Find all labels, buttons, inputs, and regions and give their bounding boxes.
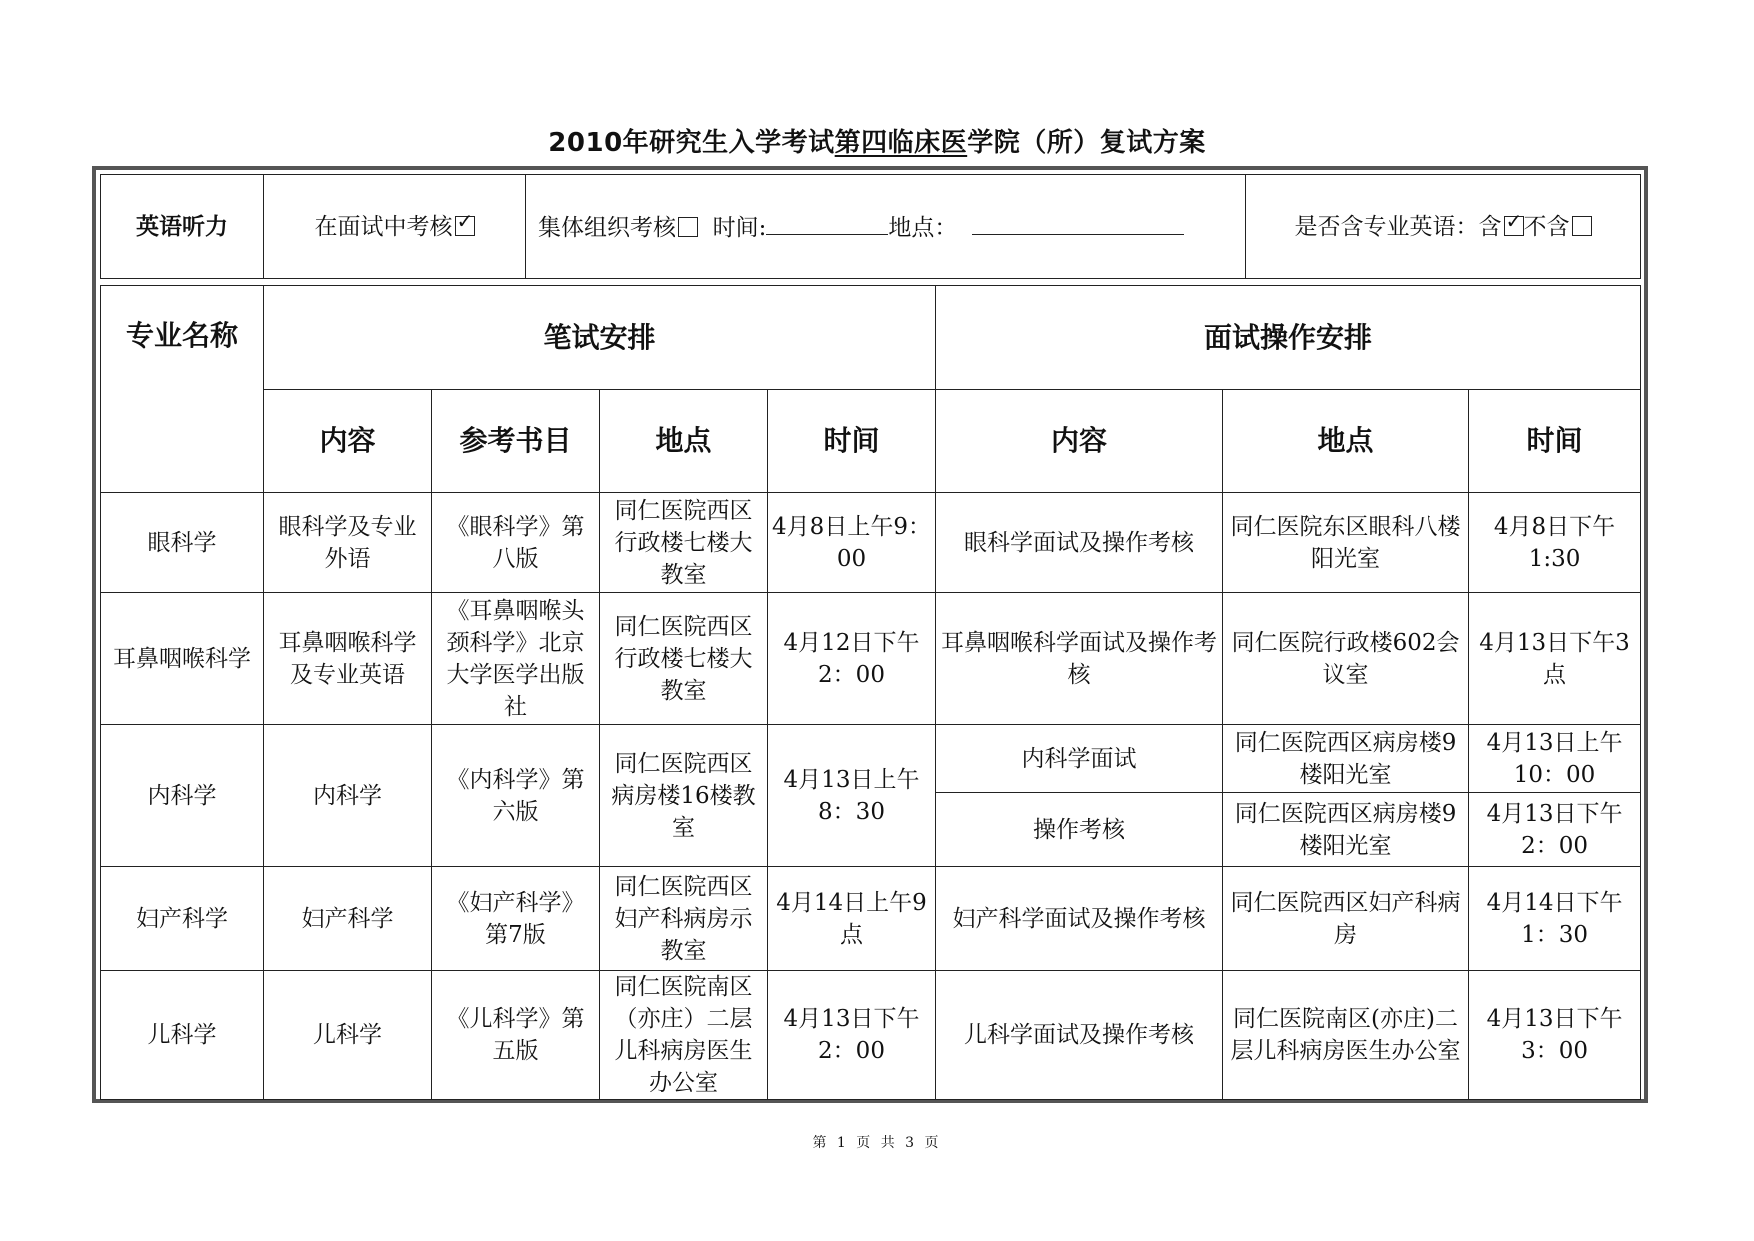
- professional-english-label: 是否含专业英语：含: [1294, 213, 1502, 240]
- interview-content-header: 内容: [936, 390, 1223, 493]
- major-cell: 儿科学: [101, 971, 264, 1100]
- books-header: 参考书目: [432, 390, 600, 493]
- table-row: [101, 725, 1641, 793]
- interview-check-cell: [264, 175, 526, 279]
- time-cell: 4月12日下午2：00: [768, 593, 936, 725]
- schedule-table: [100, 285, 1641, 1100]
- english-listening-table: [100, 174, 1641, 279]
- content-header: 内容: [264, 390, 432, 493]
- location-cell: 同仁医院西区病房楼16楼教室: [600, 725, 768, 867]
- page-footer: 第 1 页 共 3 页: [812, 1135, 942, 1151]
- location-cell: 同仁医院西区妇产科病房示教室: [600, 867, 768, 971]
- unchecked-box-icon[interactable]: [1572, 216, 1592, 236]
- content-cell: 耳鼻咽喉科学及专业英语: [264, 593, 432, 725]
- interview-location-cell: 同仁医院西区病房楼9楼阳光室: [1223, 725, 1469, 793]
- content-cell: 眼科学及专业外语: [264, 493, 432, 593]
- title-suffix: 学院（所）复试方案: [967, 128, 1206, 158]
- interview-location-cell: 同仁医院西区病房楼9楼阳光室: [1223, 793, 1469, 867]
- books-cell: 《儿科学》第五版: [432, 971, 600, 1100]
- interview-time-cell: 4月13日下午2：00: [1469, 793, 1641, 867]
- written-exam-header: 笔试安排: [264, 286, 936, 390]
- interview-location-cell: 同仁医院南区(亦庄)二层儿科病房医生办公室: [1223, 971, 1469, 1100]
- books-cell: 《内科学》第六版: [432, 725, 600, 867]
- interview-location-cell: 同仁医院行政楼602会议室: [1223, 593, 1469, 725]
- major-cell: 内科学: [101, 725, 264, 867]
- content-cell: 妇产科学: [264, 867, 432, 971]
- professional-english-cell: [1246, 175, 1641, 279]
- major-cell: 耳鼻咽喉科学: [101, 593, 264, 725]
- location-header: 地点: [600, 390, 768, 493]
- location-cell: 同仁医院西区行政楼七楼大教室: [600, 593, 768, 725]
- not-included-label: 不含: [1523, 213, 1570, 240]
- books-cell: 《眼科学》第八版: [432, 493, 600, 593]
- checked-box-icon[interactable]: [455, 216, 475, 236]
- checked-box-icon[interactable]: [1504, 216, 1524, 236]
- time-cell: 4月14日上午9点: [768, 867, 936, 971]
- interview-location-cell: 同仁医院东区眼科八楼阳光室: [1223, 493, 1469, 593]
- books-cell: 《妇产科学》第7版: [432, 867, 600, 971]
- major-cell: 眼科学: [101, 493, 264, 593]
- interview-time-cell: 4月14日下午1：30: [1469, 867, 1641, 971]
- interview-content-cell: 操作考核: [936, 793, 1223, 867]
- collective-label: 集体组织考核: [538, 214, 676, 241]
- interview-content-cell: 耳鼻咽喉科学面试及操作考核: [936, 593, 1223, 725]
- place-blank[interactable]: [972, 210, 1184, 235]
- time-label: 时间:: [712, 214, 767, 241]
- title-underlined: 第四临床医: [834, 128, 968, 158]
- location-cell: 同仁医院西区行政楼七楼大教室: [600, 493, 768, 593]
- interview-location-cell: 同仁医院西区妇产科病房: [1223, 867, 1469, 971]
- interview-time-cell: 4月13日下午3点: [1469, 593, 1641, 725]
- interview-location-header: 地点: [1223, 390, 1469, 493]
- interview-time-cell: 4月13日下午3：00: [1469, 971, 1641, 1100]
- table-row: [101, 971, 1641, 1100]
- content-cell: 内科学: [264, 725, 432, 867]
- interview-check-label: 在面试中考核: [314, 213, 453, 240]
- time-cell: 4月13日上午8：30: [768, 725, 936, 867]
- interview-header: 面试操作安排: [936, 286, 1641, 390]
- time-cell: 4月13日下午2：00: [768, 971, 936, 1100]
- header-row-1: [101, 286, 1641, 390]
- interview-time-cell: 4月8日下午1:30: [1469, 493, 1641, 593]
- table-row: [101, 493, 1641, 593]
- english-listening-label: 英语听力: [101, 175, 264, 279]
- place-label: 地点：: [888, 214, 958, 241]
- title-prefix: 2010年研究生入学考试: [548, 128, 835, 158]
- document-title: [0, 122, 1754, 159]
- major-header: 专业名称: [101, 286, 264, 493]
- interview-time-cell: 4月13日上午10：00: [1469, 725, 1641, 793]
- books-cell: 《耳鼻咽喉头颈科学》北京大学医学出版社: [432, 593, 600, 725]
- interview-content-cell: 眼科学面试及操作考核: [936, 493, 1223, 593]
- location-cell: 同仁医院南区（亦庄）二层儿科病房医生办公室: [600, 971, 768, 1100]
- collective-cell: [526, 175, 1246, 279]
- time-cell: 4月8日上午9：00: [768, 493, 936, 593]
- interview-content-cell: 儿科学面试及操作考核: [936, 971, 1223, 1100]
- header-row-2: [101, 390, 1641, 493]
- content-cell: 儿科学: [264, 971, 432, 1100]
- time-header: 时间: [768, 390, 936, 493]
- unchecked-box-icon[interactable]: [678, 217, 698, 237]
- interview-content-cell: 内科学面试: [936, 725, 1223, 793]
- interview-content-cell: 妇产科学面试及操作考核: [936, 867, 1223, 971]
- major-cell: 妇产科学: [101, 867, 264, 971]
- table-row: [101, 593, 1641, 725]
- interview-time-header: 时间: [1469, 390, 1641, 493]
- time-blank[interactable]: [766, 210, 888, 235]
- table-row: [101, 867, 1641, 971]
